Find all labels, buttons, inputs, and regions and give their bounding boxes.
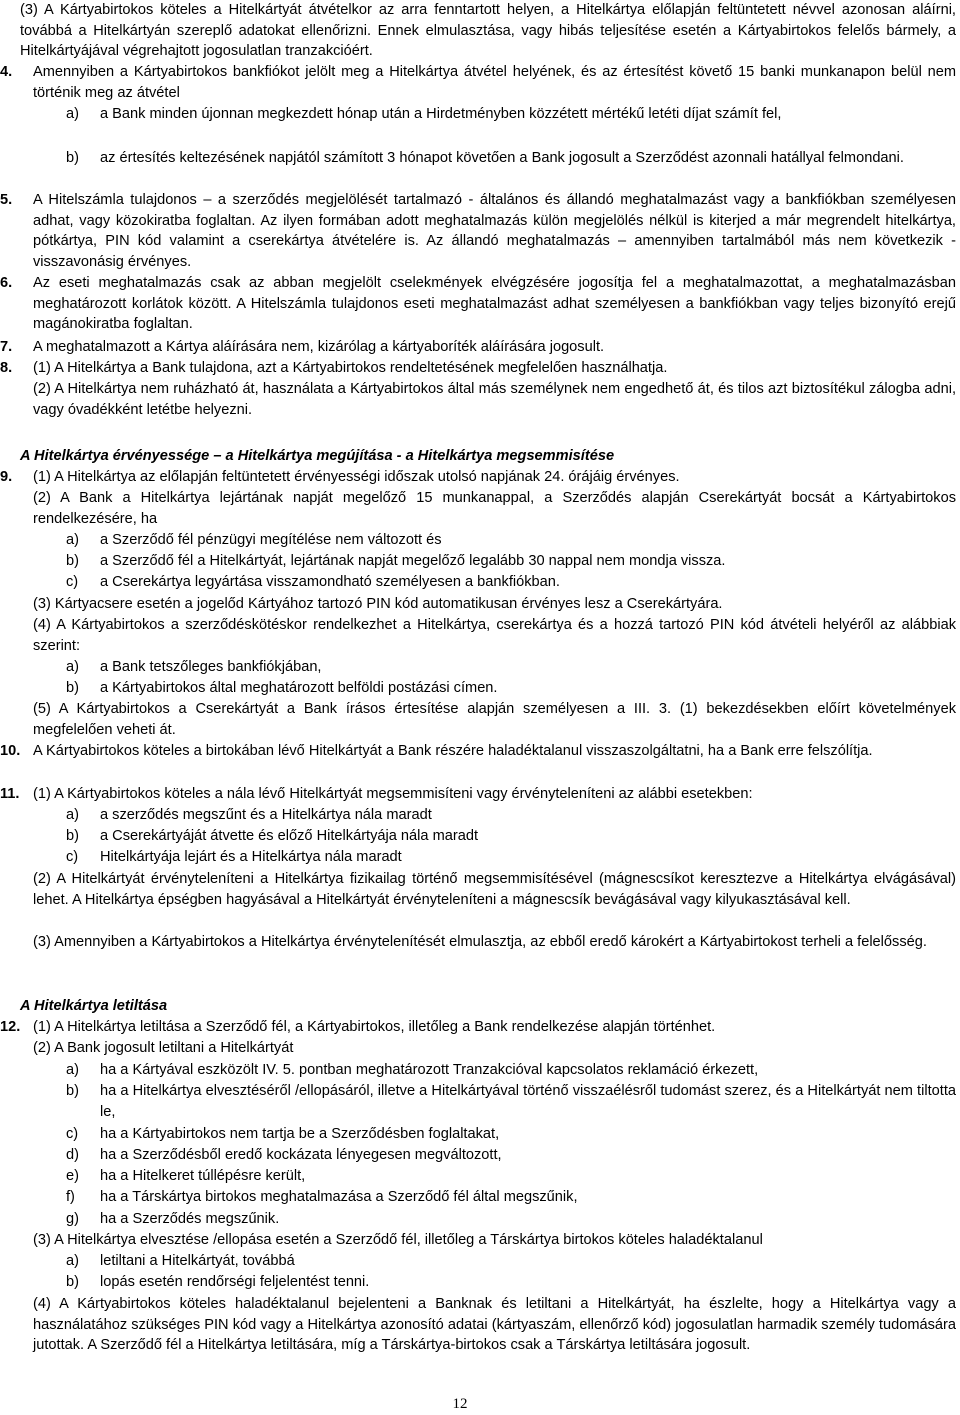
list-item-text: lopás esetén rendőrségi feljelentést tenni. <box>100 1274 370 1290</box>
list-item-text: letiltani a Hitelkártyát, továbbá <box>100 1253 295 1269</box>
list-item-text: a Cserekártya legyártása visszamondható személyesen a bankfiókban. <box>100 574 560 590</box>
list-marker: d) <box>66 1147 79 1163</box>
list-marker: b) <box>66 828 79 844</box>
page-number: 12 <box>452 1396 468 1412</box>
section-number: 9. <box>0 469 13 485</box>
list-marker: a) <box>66 532 79 548</box>
list-marker: b) <box>66 553 79 569</box>
list-item-text: ha a Hitelkártya elvesztéséről /ellopásáról, illetve a Hitelkártyával történő visszaélésről tudomást szerez, és a Hitelkártyát nem tiltotta le, <box>100 1083 956 1120</box>
section-heading: A Hitelkártya érvényessége – a Hitelkártya megújítása - a Hitelkártya megsemmisítése <box>20 448 615 464</box>
list-item-text: ha a Társkártya birtokos meghatalmazása a Szerződő fél által megszűnik, <box>100 1189 578 1205</box>
list-marker: b) <box>66 680 79 696</box>
paragraph: (2) A Hitelkártyát érvényteleníteni a Hitelkártya fizikailag történő megsemmisítésével (mágnescsíkot keresztezve a Hitelkártya elvágásával) lehet. A Hitelkártya épségben hagyásával a Hitelkártyát érvényteleníteni a mágnescsík bevágásával vagy kilyukasztásával kell. <box>33 871 956 908</box>
list-item-text: az értesítés keltezésének napjától számított 3 hónapot követően a Bank jogosult a Szerződést azonnali hatállyal felmondani. <box>100 150 904 166</box>
paragraph: (2) A Hitelkártya nem ruházható át, használata a Kártyabirtokos által más személynek nem engedhető át, és tilos azt biztosítékul zálogba adni, vagy óvadékként letétbe helyezni. <box>33 381 956 418</box>
section-text: Amennyiben a Kártyabirtokos bankfiókot jelölt meg a Hitelkártya átvétel helyének, és az értesítést követő 15 banki munkanapon belül nem történik meg az átvétel <box>33 64 956 101</box>
section-text: A Kártyabirtokos köteles a birtokában lévő Hitelkártyát a Bank részére haladéktalanul visszaszolgáltatni, ha a Bank erre felszólítja. <box>33 743 873 759</box>
list-item-text: a Cserekártyáját átvette és előző Hitelkártyája nála maradt <box>100 828 478 844</box>
list-marker: c) <box>66 1126 79 1142</box>
list-marker: c) <box>66 849 79 865</box>
list-marker: a) <box>66 659 79 675</box>
list-item-text: ha a Szerződés megszűnik. <box>100 1211 280 1227</box>
section-heading: A Hitelkártya letiltása <box>20 998 168 1014</box>
list-item-text: a Kártyabirtokos által meghatározott belföldi postázási címen. <box>100 680 498 696</box>
paragraph: (4) A Kártyabirtokos a szerződéskötéskor rendelkezhet a Hitelkártya, cserekártya és a hozzá tartozó PIN kód átvételi helyéről az alábbiak szerint: <box>33 617 956 654</box>
section-text: (1) A Hitelkártya letiltása a Szerződő fél, a Kártyabirtokos, illetőleg a Bank rendelkezése alapján történhet. <box>33 1019 716 1035</box>
list-marker: b) <box>66 1083 79 1099</box>
list-marker: a) <box>66 1062 79 1078</box>
section-number: 10. <box>0 743 21 759</box>
section-number: 11. <box>0 786 20 802</box>
list-marker: b) <box>66 1274 79 1290</box>
paragraph: (3) Amennyiben a Kártyabirtokos a Hitelkártya érvénytelenítését elmulasztja, az ebből eredő károkért a Kártyabirtokost terheli a felelősség. <box>33 934 927 950</box>
paragraph: (2) A Bank jogosult letiltani a Hitelkártyát <box>33 1040 294 1056</box>
section-text: (1) A Hitelkártya a Bank tulajdona, azt a Kártyabirtokos rendeltetésének megfelelően használhatja. <box>33 360 668 376</box>
list-item-text: ha a Hitelkeret túllépésre került, <box>100 1168 306 1184</box>
list-marker: a) <box>66 1253 79 1269</box>
paragraph: (5) A Kártyabirtokos a Cserekártyát a Bank írásos értesítése alapján személyesen a III. 3. (1) bekezdésekben előírt követelmények megfelelően veheti át. <box>33 701 956 738</box>
section-number: 4. <box>0 64 13 80</box>
section-text: (1) A Kártyabirtokos köteles a nála lévő Hitelkártyát megsemmisíteni vagy érvényteleníteni az alábbi esetekben: <box>33 786 753 802</box>
section-number: 5. <box>0 192 13 208</box>
section-text: (1) A Hitelkártya az előlapján feltüntetett érvényességi időszak utolsó napjának 24. órájáig érvényes. <box>33 469 680 485</box>
list-item-text: ha a Kártyabirtokos nem tartja be a Szerződésben foglaltakat, <box>100 1126 500 1142</box>
list-item-text: a szerződés megszűnt és a Hitelkártya nála maradt <box>100 807 432 823</box>
paragraph: (2) A Bank a Hitelkártya lejártának napját megelőző 15 munkanappal, a Szerződés alapján Cserekártyát bocsát a Kártyabirtokos rendelkezésére, ha <box>33 490 956 527</box>
list-item-text: Hitelkártyája lejárt és a Hitelkártya nála maradt <box>100 849 402 865</box>
paragraph: (3) Kártyacsere esetén a jogelőd Kártyához tartozó PIN kód automatikusan érvényes lesz a Cserekártyára. <box>33 596 723 612</box>
section-text: Az eseti meghatalmazás csak az abban megjelölt cselekmények elvégzésére jogosítja fel a meghatalmazottat, a meghatalmazásban meghatározott korlátok között. A Hitelszámla tulajdonos eseti meghatalmazást adhat személyesen a bankfiókban vagy teljes bizonyító erejű magánokiratba foglaltan. <box>33 275 956 332</box>
section-number: 7. <box>0 339 13 355</box>
list-item-text: ha a Kártyával eszközölt IV. 5. pontban meghatározott Tranzakcióval kapcsolatos reklamáció érkezett, <box>100 1062 759 1078</box>
list-item-text: a Bank tetszőleges bankfiókjában, <box>100 659 322 675</box>
list-item-text: a Bank minden újonnan megkezdett hónap után a Hirdetményben közzétett mértékű letéti díjat számít fel, <box>100 106 782 122</box>
section-number: 12. <box>0 1019 21 1035</box>
list-marker: b) <box>66 150 79 166</box>
paragraph: (3) A Kártyabirtokos köteles a Hitelkártyát átvételkor az arra fenntartott helyen, a Hitelkártya előlapján feltüntetett névvel azonosan aláírni, továbbá a Hitelkártyán szereplő adatokat ellenőrizni. Ennek elmulasztása, vagy hibás teljesítése esetén a Kártyabirtokos felelős bármely, a Hitelkártyájával végrehajtott jogosulatlan tranzakcióért. <box>20 2 956 59</box>
list-item-text: a Szerződő fél a Hitelkártyát, lejártának napját megelőző legalább 30 nappal nem mondja vissza. <box>100 553 726 569</box>
list-item-text: a Szerződő fél pénzügyi megítélése nem változott és <box>100 532 442 548</box>
paragraph: (4) A Kártyabirtokos köteles haladéktalanul bejelenteni a Banknak és letiltani a Hitelkártyát, ha észlelte, hogy a Hitelkártya vagy a használatához szükséges PIN kód vagy a Hitelkártya azonosító adatai (kártyaszám, ellenőrző kód) jogosulatlan harmadik személy tudomására jutottak. A Szerződő fél a Hitelkártya letiltására, míg a Társkártya-birtokos csak a Társkártya letiltására jogosult. <box>33 1296 956 1353</box>
section-number: 8. <box>0 360 13 376</box>
paragraph: (3) A Hitelkártya elvesztése /ellopása esetén a Szerződő fél, illetőleg a Társkártya birtokos köteles haladéktalanul <box>33 1232 763 1248</box>
list-marker: g) <box>66 1211 79 1227</box>
list-marker: f) <box>66 1189 75 1205</box>
section-number: 6. <box>0 275 13 291</box>
section-text: A meghatalmazott a Kártya aláírására nem, kizárólag a kártyaboríték aláírására jogosult. <box>33 339 605 355</box>
list-marker: a) <box>66 807 79 823</box>
list-marker: a) <box>66 106 79 122</box>
section-text: A Hitelszámla tulajdonos – a szerződés megjelölését tartalmazó - általános és állandó meghatalmazást vagy a bankfiókban személyesen adhat, vagy közokiratba foglaltan. Az ilyen formában adott meghatalmazás külön megjelölés nélkül is kiterjed a már megrendelt hitelkártya, pótkártya, PIN kód valamint a cserekártya átvételére is. Az állandó meghatalmazás – amennyiben tartalmából más nem következik - visszavonásig érvényes. <box>33 192 956 270</box>
list-item-text: ha a Szerződésből eredő kockázata lényegesen megváltozott, <box>100 1147 502 1163</box>
list-marker: e) <box>66 1168 79 1184</box>
list-marker: c) <box>66 574 79 590</box>
